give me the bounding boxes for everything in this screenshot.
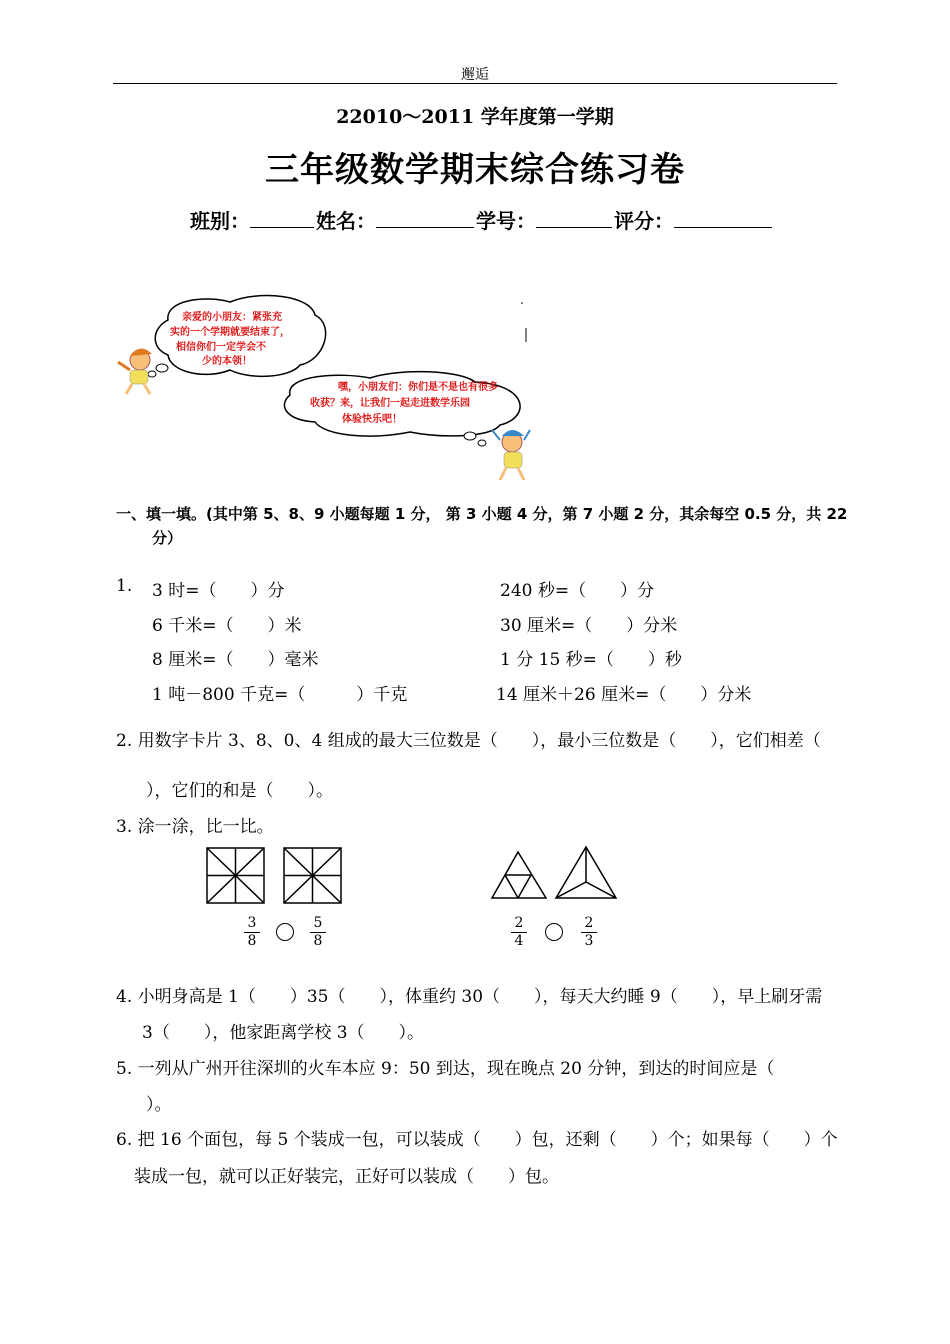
- score-label: 评分：: [614, 209, 674, 233]
- bubble2-line-1: 嘿，小朋友们：你们是不是也有很多: [338, 382, 498, 393]
- q1-left-2: 6 千米=（ ）米: [152, 616, 302, 636]
- page-title: 三年级数学期末综合练习卷: [265, 150, 685, 190]
- fraction-denominator: 8: [313, 933, 323, 949]
- square-figure-2: [284, 848, 341, 903]
- section-1-heading: 一、填一填。(其中第 5、8、9 小题每题 1 分， 第 3 小题 4 分，第 7 小题 2 分，其余每空 0.5 分，共 22: [116, 505, 848, 523]
- number-label: 学号：: [476, 209, 536, 233]
- q1-left-3: 8 厘米=（ ）毫米: [152, 650, 319, 670]
- bubble1-line-2: 实的一个学期就要结束了，: [170, 327, 290, 338]
- fraction-denominator: 3: [584, 933, 594, 949]
- bubble1-line-1: 亲爱的小朋友：紧张充: [182, 312, 282, 323]
- fraction-numerator: 5: [313, 915, 323, 931]
- compare-circle[interactable]: [276, 923, 294, 941]
- score-blank: [674, 209, 772, 228]
- fraction-2-3: [581, 916, 597, 949]
- fraction-denominator: 8: [247, 933, 257, 949]
- q5-line-2: ）。: [146, 1095, 172, 1115]
- bubble1-line-4: 少的本领！: [202, 356, 252, 367]
- section-1-heading-cont: 分）: [152, 529, 183, 547]
- fraction-3-8: [244, 916, 260, 949]
- header-rule: [113, 83, 837, 84]
- q3-text: 3. 涂一涂，比一比。: [116, 817, 274, 837]
- q1-number: 1.: [116, 576, 133, 596]
- fraction-5-8: [310, 916, 326, 949]
- q5-line-1: 5. 一列从广州开往深圳的火车本应 9：50 到达，现在晚点 20 分钟，到达的时间应是（: [116, 1059, 775, 1079]
- cartoon-illustration: [110, 290, 535, 485]
- student-info-row: [190, 205, 774, 234]
- q4-line-2: 3（ ），他家距离学校 3（ ）。: [142, 1023, 425, 1043]
- q3-figures: [200, 840, 640, 910]
- q6-line-1: 6. 把 16 个面包，每 5 个装成一包，可以装成（ ）包，还剩（ ）个；如果每（ ）个: [116, 1130, 838, 1150]
- bubble2-line-2: 收获？来，让我们一起走进数学乐园: [310, 398, 470, 409]
- fraction-2-4: [511, 916, 527, 949]
- q1-right-4: 14 厘米＋26 厘米=（ ）分米: [496, 685, 752, 705]
- name-blank: [376, 209, 474, 228]
- q1-left-1: 3 时=（ ）分: [152, 581, 285, 601]
- q1-right-1: 240 秒=（ ）分: [500, 581, 655, 601]
- bubble1-line-3: 相信你们一定学会不: [176, 342, 266, 353]
- number-blank: [536, 209, 612, 228]
- fraction-numerator: 2: [584, 915, 594, 931]
- q1-right-3: 1 分 15 秒=（ ）秒: [500, 650, 682, 670]
- q6-line-2: 装成一包，就可以正好装完，正好可以装成（ ）包。: [134, 1167, 559, 1187]
- bubble2-line-3: 体验快乐吧！: [342, 414, 402, 425]
- fraction-numerator: 3: [247, 915, 257, 931]
- square-figure-1: [207, 848, 264, 903]
- girl-figure-left: [118, 348, 152, 394]
- girl-figure-right: [492, 430, 530, 480]
- q4-line-1: 4. 小明身高是 1（ ）35（ ），体重约 30（ ），每天大约睡 9（ ），早上刷牙需: [116, 987, 823, 1007]
- term-line: 22010～2011 学年度第一学期: [336, 106, 614, 128]
- compare-circle[interactable]: [545, 923, 563, 941]
- q1-right-2: 30 厘米=（ ）分米: [500, 616, 678, 636]
- name-label: 姓名：: [316, 209, 376, 233]
- q2-line-1: 2. 用数字卡片 3、8、0、4 组成的最大三位数是（ ），最小三位数是（ ），它们相差（: [116, 731, 821, 751]
- triangle-figure-1: [492, 852, 546, 898]
- q2-line-2: ），它们的和是（ ）。: [146, 781, 333, 801]
- fraction-denominator: 4: [514, 933, 524, 949]
- q1-left-4: 1 吨－800 千克=（ ）千克: [152, 685, 408, 705]
- class-blank: [250, 209, 314, 228]
- page-header: 邂逅: [461, 67, 489, 83]
- fraction-numerator: 2: [514, 915, 524, 931]
- class-label: 班别：: [190, 209, 250, 233]
- triangle-figure-2: [556, 847, 616, 898]
